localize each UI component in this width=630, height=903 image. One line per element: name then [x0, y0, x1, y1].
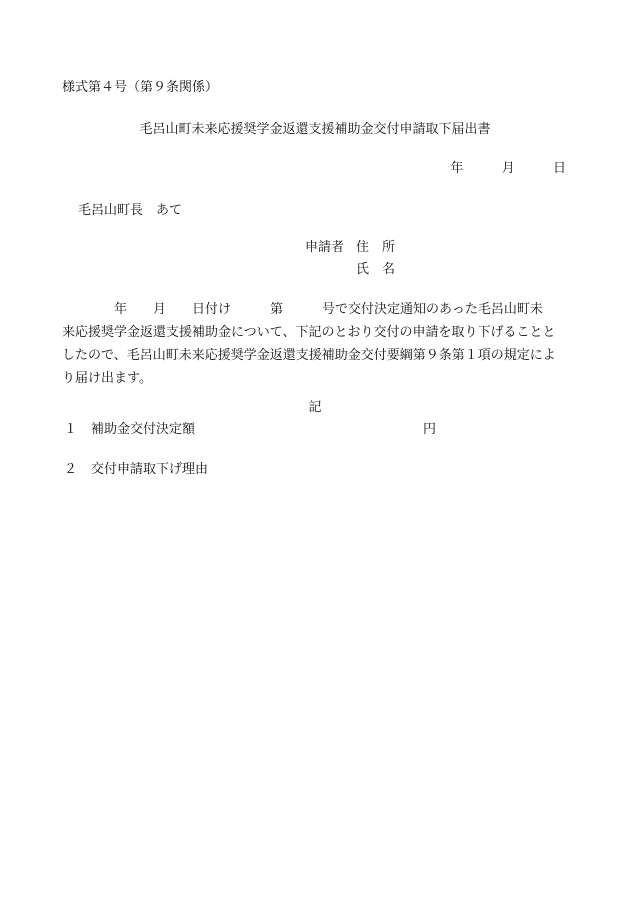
ki-heading: 記 — [308, 400, 322, 415]
item-number: １ — [64, 422, 78, 437]
date-month-label: 月 — [501, 161, 515, 176]
date-year-label: 年 — [450, 161, 464, 176]
name-label: 氏 名 — [356, 262, 396, 277]
body-paragraph — [62, 298, 574, 390]
body-line: したので、毛呂山町未来応援奨学金返還支援補助金交付要綱第９条第１項の規定によ — [62, 348, 556, 363]
date-day-label: 日 — [552, 161, 566, 176]
document-title: 毛呂山町未来応援奨学金返還支援補助金交付申請取下届出書 — [139, 122, 491, 137]
body-line: り届け出ます。 — [62, 371, 152, 386]
body-line: 年 月 日付け 第 号で交付決定通知のあった毛呂山町未 — [62, 302, 543, 317]
item-label-withdrawal-reason: 交付申請取下げ理由 — [91, 462, 209, 477]
body-line: 来応援奨学金返還支援補助金について、下記のとおり交付の申請を取り下げることと — [62, 325, 556, 340]
item-label-subsidy-amount: 補助金交付決定額 — [91, 422, 196, 437]
applicant-label: 申請者 — [305, 240, 345, 255]
form-number: 様式第４号（第９条関係） — [62, 80, 219, 95]
item-unit-yen: 円 — [423, 422, 437, 437]
address-label: 住 所 — [356, 240, 396, 255]
item-number: ２ — [64, 462, 78, 477]
date-row — [450, 161, 566, 177]
addressee: 毛呂山町長 あて — [78, 203, 183, 218]
